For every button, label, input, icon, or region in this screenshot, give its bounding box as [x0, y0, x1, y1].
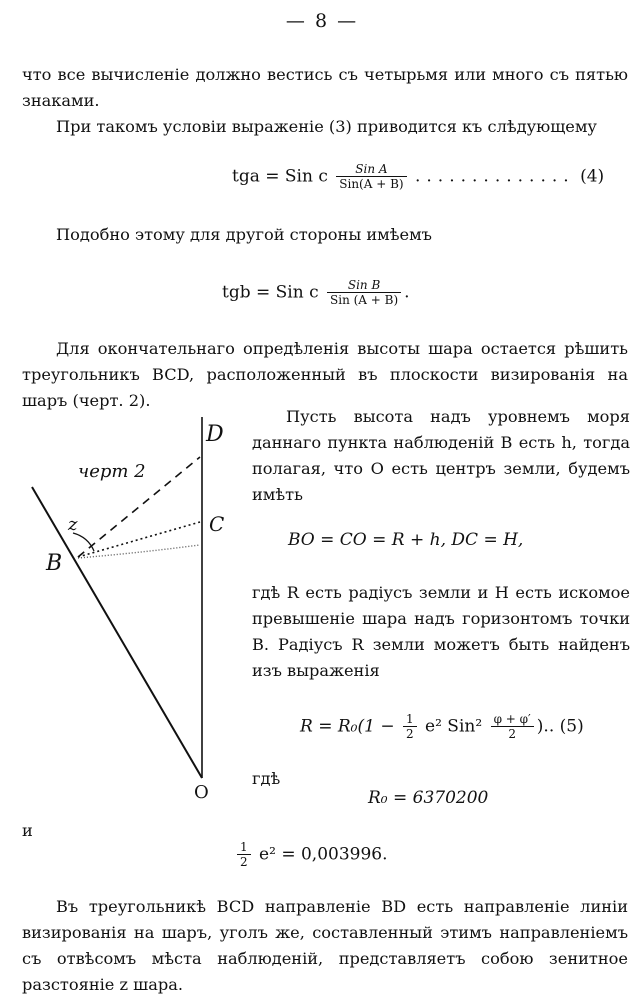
formula-e2-half — [237, 840, 251, 870]
figure-angle-arc — [73, 533, 94, 551]
formula-5-half-den: 2 — [405, 727, 414, 741]
formula-5-tail: ).. — [536, 716, 555, 737]
figure-label-b: B — [46, 551, 63, 576]
formula-4-lhs: tga = Sin c — [232, 166, 328, 187]
figure-label-o: O — [194, 782, 209, 803]
figure-label-z: z — [68, 514, 78, 535]
formula-4-tag: (4) — [580, 166, 605, 187]
formula-tgb-fraction — [327, 278, 401, 308]
formula-5-phi-num: φ + φ′ — [491, 712, 534, 727]
formula-5-phi — [491, 712, 534, 742]
formula-4-dots: .............. — [415, 166, 575, 187]
formula-tgb-lhs: tgb = Sin c — [222, 282, 319, 303]
formula-5-half-num: 1 — [403, 712, 417, 727]
paragraph-5: Пусть высота надъ уровнемъ моря даннаго пункта наблюденій B есть h, тогда полагая, что O есть центръ земли, будемъ имѣть — [252, 407, 630, 504]
formula-5-phi-den: 2 — [508, 727, 516, 741]
formula-r0: R₀ = 6370200 — [368, 788, 489, 808]
formula-e2-half-num: 1 — [237, 840, 251, 855]
page-number: — 8 — — [285, 10, 359, 32]
formula-4-numerator: Sin A — [336, 162, 406, 177]
formula-bo-co: BO = CO = R + h, DC = H, — [288, 530, 524, 550]
formula-5-lhs: R = R₀(1 − — [300, 716, 395, 737]
figure-caption: черт 2 — [78, 461, 146, 482]
figure-line-bc — [78, 522, 200, 557]
paragraph-4: Для окончательнаго опредѣленія высоты шара остается рѣшить треугольникъ BCD, расположенный въ плоскости визированія на шаръ (черт. 2). — [22, 339, 628, 410]
formula-5-half — [403, 712, 417, 742]
paragraph-9: Въ треугольникѣ BCD направленіе BD есть направленіе линіи визированія на шаръ, уголъ же, составленный этимъ направленіемъ съ отвѣсомъ мѣста наблюденій, представляетъ собою зенитное разстояніе z шара. — [22, 897, 628, 994]
formula-5 — [300, 712, 584, 742]
formula-e2 — [234, 840, 388, 870]
formula-5-tag: (5) — [559, 716, 584, 737]
figure-2 — [18, 405, 243, 810]
formula-tgb-denominator: Sin (A + B) — [330, 293, 399, 307]
figure-line-bo — [32, 487, 202, 778]
figure-label-c: C — [209, 512, 225, 536]
paragraph-where: гдѣ — [252, 769, 281, 788]
paragraph-1: что все вычисленіе должно вестись съ четырьмя или много съ пятью знаками. — [22, 65, 628, 110]
formula-e2-half-den: 2 — [240, 855, 248, 869]
formula-4-denominator: Sin(A + B) — [339, 177, 404, 191]
formula-4 — [232, 162, 604, 192]
paragraph-6: гдѣ R есть радіусъ земли и H есть искомое превышеніе шара надъ горизонтомъ точки B. Радіусъ R земли можетъ быть найденъ изъ выраженія — [252, 583, 630, 680]
formula-tgb — [222, 278, 410, 308]
paragraph-and: и — [22, 821, 33, 840]
formula-5-mid: e² Sin² — [425, 716, 483, 737]
paragraph-2: При такомъ условіи выраженіе (3) приводится къ слѣдующему — [56, 117, 597, 136]
formula-4-fraction — [336, 162, 406, 192]
figure-horizon-arc — [78, 545, 200, 558]
formula-tgb-tail: . — [404, 282, 410, 303]
formula-tgb-numerator: Sin B — [327, 278, 401, 293]
figure-label-d: D — [206, 422, 224, 447]
formula-e2-rest: e² = 0,003996. — [259, 844, 388, 865]
paragraph-3: Подобно этому для другой стороны имѣемъ — [56, 225, 432, 244]
